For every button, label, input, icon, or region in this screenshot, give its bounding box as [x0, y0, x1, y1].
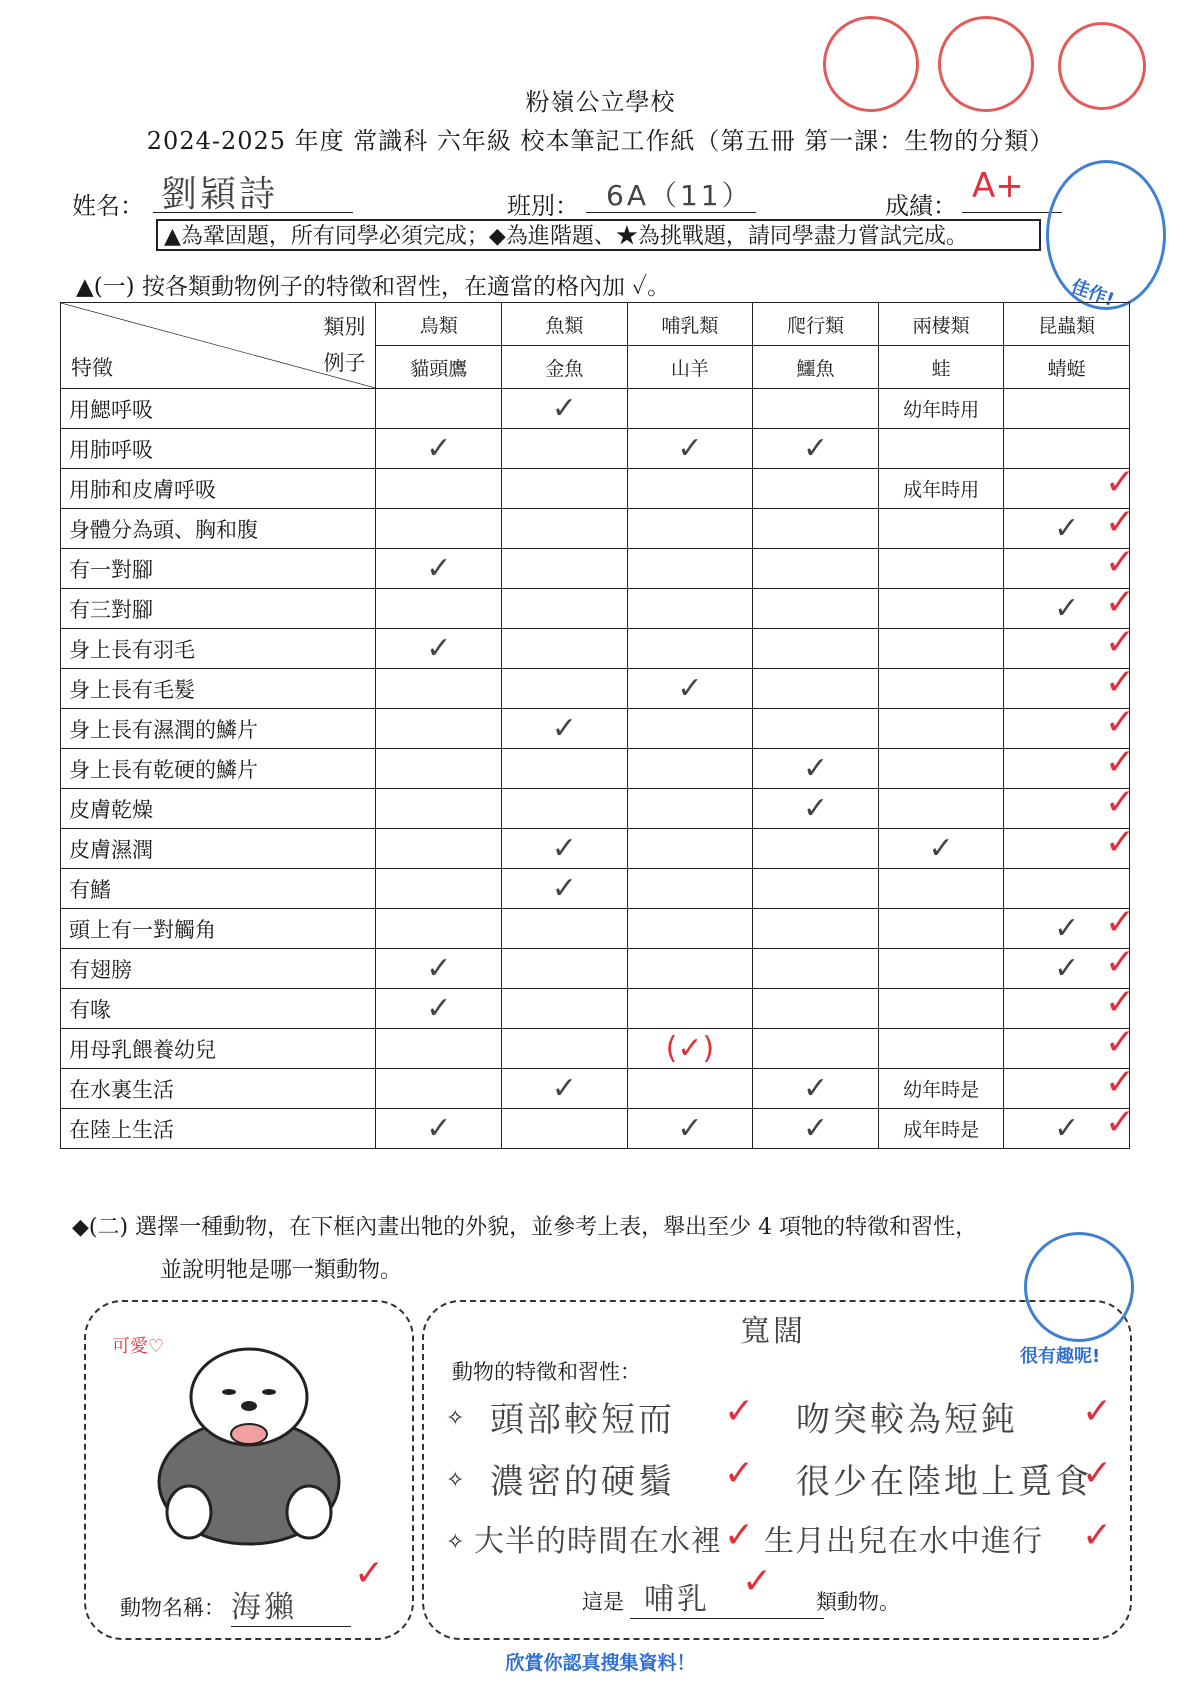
class-field [586, 172, 756, 213]
mark-cell [376, 389, 502, 429]
mark-cell [376, 1109, 502, 1149]
mark-cell [376, 549, 502, 589]
mark-cell [502, 829, 628, 869]
check-mark-icon: ✓ [426, 950, 452, 986]
header-example-label: 例子 [323, 351, 366, 375]
grade-field [962, 166, 1062, 213]
name-field [153, 170, 353, 213]
mark-cell [627, 629, 753, 669]
name-value: 劉穎詩 [161, 174, 279, 215]
check-mark-icon: ✓ [551, 830, 577, 866]
mark-cell [878, 509, 1004, 549]
check-mark-icon: ✓ [426, 430, 452, 466]
class-value: 6A（11） [606, 179, 753, 212]
mark-cell [878, 549, 1004, 589]
feature-cell: 有翅膀 [61, 949, 376, 989]
feature-cell: 用肺呼吸 [61, 429, 376, 469]
header-corner-cell [61, 303, 376, 389]
check-mark-icon: ✓ [551, 710, 577, 746]
feature-cell: 用母乳餵養幼兒 [61, 1029, 376, 1069]
table-row [61, 629, 1130, 669]
mark-cell [627, 549, 753, 589]
mark-cell [376, 709, 502, 749]
mark-cell [502, 749, 628, 789]
correct-tick-icon: ✓ [1082, 1453, 1113, 1494]
correct-tick-icon: ✓ [1104, 502, 1135, 543]
correct-tick-icon: ✓ [1104, 462, 1135, 503]
mark-cell [502, 629, 628, 669]
mark-cell [376, 589, 502, 629]
mark-cell [753, 789, 879, 829]
footer-stamp: 欣賞你認真搜集資料！ [505, 1652, 696, 1674]
mark-cell [878, 1029, 1004, 1069]
category-cell: 鳥類 [376, 303, 502, 346]
mark-cell [376, 469, 502, 509]
check-mark-icon: ✓ [928, 830, 954, 866]
mark-cell [627, 829, 753, 869]
check-mark-icon: ✓ [551, 390, 577, 426]
feature-cell: 身上長有濕潤的鱗片 [61, 709, 376, 749]
mark-cell [753, 1109, 879, 1149]
cell-note: 幼年時是 [903, 1079, 980, 1101]
mark-cell [502, 989, 628, 1029]
mark-cell [502, 389, 628, 429]
mark-cell [753, 909, 879, 949]
correct-tick-icon: ✓ [1104, 582, 1135, 623]
mark-cell [627, 389, 753, 429]
mark-cell [376, 829, 502, 869]
mark-cell [1004, 822, 1135, 869]
table-row [61, 589, 1130, 629]
mark-cell [502, 669, 628, 709]
header-feature-label: 特徵 [71, 356, 113, 380]
table-row [61, 669, 1130, 709]
mark-cell [627, 789, 753, 829]
correct-tick-icon: ✓ [724, 1391, 755, 1432]
mark-cell [878, 749, 1004, 789]
mark-cell [502, 509, 628, 549]
table-header-row [61, 303, 1130, 346]
answer-prefix: 這是 [582, 1590, 624, 1614]
feature-cell: 皮膚乾燥 [61, 789, 376, 829]
feature-cell: 用鰓呼吸 [61, 389, 376, 429]
mark-cell [627, 1109, 753, 1149]
mark-cell [376, 949, 502, 989]
correct-tick-icon: ✓ [1104, 982, 1135, 1023]
example-cell: 鱷魚 [753, 346, 879, 389]
mark-cell [753, 949, 879, 989]
correct-tick-icon: ✓ [1082, 1515, 1113, 1556]
category-cell: 昆蟲類 [1004, 303, 1130, 346]
correct-tick-icon: ✓ [742, 1561, 773, 1602]
correct-tick-icon: ✓ [1082, 1391, 1113, 1432]
table-row [61, 989, 1130, 1029]
check-mark-icon: ✓ [1054, 1110, 1080, 1146]
feature-cell: 皮膚濕潤 [61, 829, 376, 869]
correct-tick-icon: ✓ [1104, 622, 1135, 663]
feature-left: 大半的時間在水裡 [474, 1524, 722, 1559]
answer-suffix: 類動物。 [816, 1590, 900, 1614]
feature-right: 生月出兒在水中進行 [764, 1524, 1043, 1559]
correct-tick-icon: ✓ [1104, 902, 1135, 943]
mark-cell [1004, 1102, 1135, 1149]
mark-cell [502, 429, 628, 469]
feature-cell: 在陸上生活 [61, 1109, 376, 1149]
mark-cell [376, 429, 502, 469]
example-cell: 山羊 [627, 346, 753, 389]
mark-cell [627, 1029, 753, 1069]
mark-cell [753, 469, 879, 509]
drawing-box [84, 1300, 414, 1640]
answer-value: 哺乳 [630, 1574, 824, 1619]
category-cell: 爬行類 [753, 303, 879, 346]
check-mark-icon: ✓ [1054, 590, 1080, 626]
mark-cell [502, 789, 628, 829]
cell-note: 成年時是 [903, 1119, 980, 1141]
name-label: 姓名： [72, 192, 144, 220]
table-row [61, 429, 1130, 469]
mark-cell [753, 749, 879, 789]
mark-cell [878, 909, 1004, 949]
check-mark-icon: ✓ [551, 1070, 577, 1106]
mark-cell [753, 549, 879, 589]
check-mark-icon: ✓ [677, 670, 703, 706]
mark-cell [502, 869, 628, 909]
sea-otter-drawing-icon [134, 1342, 364, 1552]
mark-cell [753, 1029, 879, 1069]
feature-cell: 頭上有一對觸角 [61, 909, 376, 949]
check-mark-icon: ✓ [551, 870, 577, 906]
mark-cell [376, 909, 502, 949]
mark-cell [376, 789, 502, 829]
grade-value: A+ [972, 166, 1024, 206]
correct-tick-icon: ✓ [724, 1453, 755, 1494]
feature-cell: 身上長有毛髮 [61, 669, 376, 709]
praise-text: 佳作! [1068, 275, 1117, 311]
mark-cell [878, 789, 1004, 829]
mark-cell [627, 669, 753, 709]
class-label: 班別： [507, 192, 579, 220]
mark-cell [376, 989, 502, 1029]
notice-box: ▲為鞏固題，所有同學必須完成；◆為進階題、★為挑戰題，請同學盡力嘗試完成。 [156, 219, 1041, 251]
check-mark-icon: ✓ [677, 1110, 703, 1146]
bullet-icon: ✧ [446, 1530, 465, 1555]
check-mark-icon: ✓ [426, 1110, 452, 1146]
table-row [61, 509, 1130, 549]
feature-cell: 有喙 [61, 989, 376, 1029]
mark-cell [502, 1029, 628, 1069]
table-row [61, 869, 1130, 909]
mark-cell [502, 589, 628, 629]
feature-cell: 在水裏生活 [61, 1069, 376, 1109]
mark-cell [376, 749, 502, 789]
mark-cell [627, 709, 753, 749]
mark-cell [627, 909, 753, 949]
part1-instruction: ▲(一) 按各類動物例子的特徵和習性，在適當的格內加 ✓。 [76, 274, 671, 300]
features-label: 動物的特徵和習性： [452, 1360, 641, 1384]
mark-cell [878, 669, 1004, 709]
correct-tick-icon: ✓ [1104, 702, 1135, 743]
mark-cell [878, 709, 1004, 749]
correct-tick-icon: ✓ [1104, 662, 1135, 703]
cell-note: 成年時用 [903, 479, 980, 501]
part2-instruction-line1: ◆(二) 選擇一種動物，在下框內畫出牠的外貌，並參考上表，舉出至少 4 項牠的特徵和習性， [72, 1215, 978, 1240]
category-cell: 兩棲類 [878, 303, 1004, 346]
mark-cell [627, 509, 753, 549]
mark-cell [753, 1069, 879, 1109]
mark-cell [1004, 389, 1130, 429]
check-mark-icon: ✓ [802, 750, 829, 786]
animal-name-label: 動物名稱： [120, 1596, 225, 1620]
mark-cell [502, 1069, 628, 1109]
mark-cell [878, 389, 1004, 429]
feature-cell: 有鰭 [61, 869, 376, 909]
mark-cell [627, 869, 753, 909]
feature-right: 很少在陸地上覓食 [796, 1462, 1092, 1502]
mark-cell [376, 1029, 502, 1069]
mark-cell [376, 1069, 502, 1109]
correct-tick-icon: ✓ [1104, 1062, 1135, 1103]
cute-note: 可愛♡ [112, 1336, 165, 1357]
feature-cell: 身上長有乾硬的鱗片 [61, 749, 376, 789]
check-mark-icon: ✓ [426, 630, 452, 666]
mark-cell [753, 429, 879, 469]
mark-cell [753, 869, 879, 909]
feature-cell: 有一對腳 [61, 549, 376, 589]
mark-cell [753, 389, 879, 429]
feature-left: 頭部較短而 [490, 1400, 675, 1440]
praise-stamp-icon [1046, 160, 1166, 310]
header-category-label: 類別 [323, 315, 366, 339]
mark-cell [753, 509, 879, 549]
table-row [61, 829, 1130, 869]
table-row [61, 709, 1130, 749]
mark-cell [627, 989, 753, 1029]
mark-cell [627, 469, 753, 509]
category-cell: 魚類 [502, 303, 628, 346]
table-row [61, 1029, 1130, 1069]
mark-cell [878, 629, 1004, 669]
animal-name-value: 海獺 [231, 1582, 351, 1627]
check-mark-icon: ✓ [1054, 950, 1080, 986]
table-row [61, 469, 1130, 509]
feature-cell: 身體分為頭、胸和腹 [61, 509, 376, 549]
bullet-icon: ✧ [446, 1406, 465, 1431]
praise-stamp-icon [1024, 1232, 1134, 1342]
check-mark-icon: ✓ [426, 990, 452, 1026]
check-mark-icon: ✓ [426, 550, 452, 586]
classification-table [60, 302, 1135, 1149]
mark-cell [627, 949, 753, 989]
feature-right: 吻突較為短鈍 [796, 1400, 1018, 1440]
mark-cell [502, 909, 628, 949]
check-mark-icon: ✓ [677, 430, 703, 466]
correct-tick-icon: ✓ [1104, 1102, 1135, 1143]
example-cell: 蛙 [878, 346, 1004, 389]
check-mark-icon: ✓ [802, 430, 829, 466]
correct-tick-icon: ✓ [1104, 782, 1135, 823]
mark-cell [878, 589, 1004, 629]
check-mark-icon: (✓) [665, 1030, 715, 1066]
table-row [61, 949, 1130, 989]
correct-tick-icon: ✓ [724, 1515, 755, 1556]
check-mark-icon: ✓ [802, 1110, 829, 1146]
mark-cell [878, 829, 1004, 869]
mark-cell [627, 1069, 753, 1109]
mark-cell [627, 749, 753, 789]
mark-cell [502, 709, 628, 749]
grade-label: 成績： [885, 192, 957, 220]
mark-cell [376, 869, 502, 909]
correct-tick-icon: ✓ [354, 1553, 385, 1594]
correct-tick-icon: ✓ [1104, 822, 1135, 863]
feature-cell: 身上長有羽毛 [61, 629, 376, 669]
table-row [61, 1069, 1130, 1109]
mark-cell [753, 989, 879, 1029]
correct-tick-icon: ✓ [1104, 1022, 1135, 1063]
praise-text: 很有趣呢! [1020, 1346, 1101, 1367]
mark-cell [502, 549, 628, 589]
table-row [61, 1109, 1130, 1149]
mark-cell [753, 829, 879, 869]
mark-cell [878, 989, 1004, 1029]
mark-cell [376, 509, 502, 549]
mark-cell [878, 1069, 1004, 1109]
example-cell: 金魚 [502, 346, 628, 389]
mark-cell [753, 709, 879, 749]
part2-instruction-line2: 並說明牠是哪一類動物。 [160, 1258, 403, 1283]
mark-cell [878, 1109, 1004, 1149]
school-name: 粉嶺公立學校 [525, 88, 676, 116]
mark-cell [376, 629, 502, 669]
table-row [61, 389, 1130, 429]
check-mark-icon: ✓ [802, 790, 829, 826]
mark-cell [878, 949, 1004, 989]
feature-left: 濃密的硬鬚 [490, 1462, 675, 1502]
mark-cell [502, 469, 628, 509]
mark-cell [627, 429, 753, 469]
check-mark-icon: ✓ [802, 1070, 829, 1106]
extra-note: 寬闊 [740, 1314, 806, 1349]
table-row [61, 749, 1130, 789]
table-row [61, 549, 1130, 589]
mark-cell [502, 1109, 628, 1149]
cell-note: 幼年時用 [903, 399, 980, 421]
example-cell: 貓頭鷹 [376, 346, 502, 389]
mark-cell [627, 589, 753, 629]
correct-tick-icon: ✓ [1104, 742, 1135, 783]
mark-cell [753, 589, 879, 629]
mark-cell [502, 949, 628, 989]
check-mark-icon: ✓ [1054, 910, 1080, 946]
category-cell: 哺乳類 [627, 303, 753, 346]
mark-cell [878, 429, 1004, 469]
table-row [61, 909, 1130, 949]
mark-cell [376, 669, 502, 709]
mark-cell [878, 869, 1004, 909]
mark-cell [878, 469, 1004, 509]
mark-cell [753, 629, 879, 669]
correct-tick-icon: ✓ [1104, 942, 1135, 983]
mark-cell [753, 669, 879, 709]
feature-cell: 有三對腳 [61, 589, 376, 629]
correct-tick-icon: ✓ [1104, 542, 1135, 583]
bullet-icon: ✧ [446, 1468, 465, 1493]
worksheet-title: 2024-2025 年度 常識科 六年級 校本筆記工作紙（第五冊 第一課：生物的分類） [146, 127, 1055, 155]
feature-cell: 用肺和皮膚呼吸 [61, 469, 376, 509]
check-mark-icon: ✓ [1054, 510, 1080, 546]
example-cell: 蜻蜓 [1004, 346, 1130, 389]
table-row [61, 789, 1130, 829]
